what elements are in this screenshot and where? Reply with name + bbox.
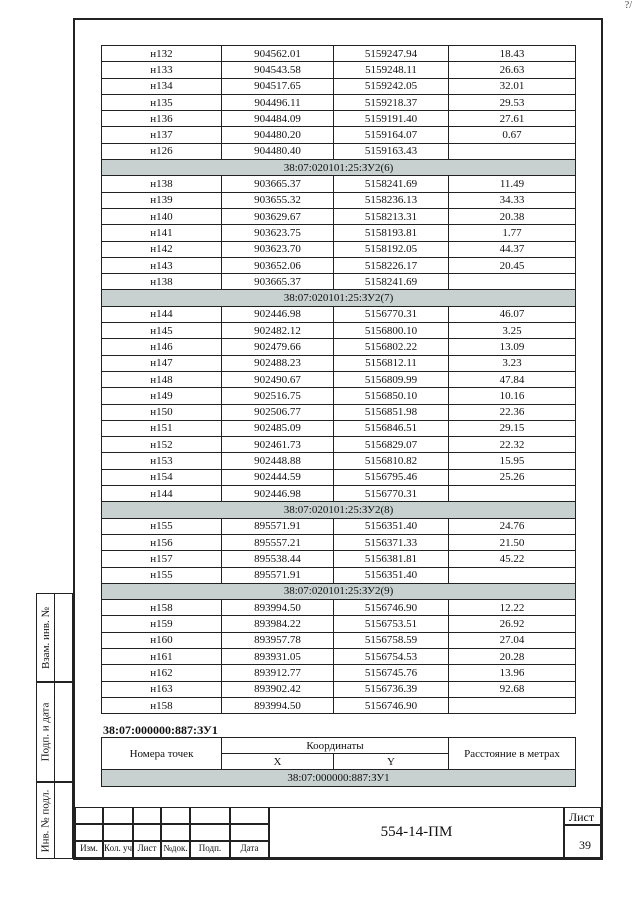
- point-number: н133: [102, 62, 222, 78]
- stamp-izm: Изм.: [75, 841, 103, 858]
- coord-y: 5158192.05: [334, 241, 449, 257]
- header-points: Номера точек: [102, 738, 222, 770]
- coord-x: 902444.59: [222, 469, 334, 485]
- document-code: 554-14-ПМ: [380, 824, 453, 840]
- table-row: [102, 355, 576, 371]
- point-number: н144: [102, 306, 222, 322]
- point-number: н149: [102, 388, 222, 404]
- coord-x: 895571.91: [222, 518, 334, 534]
- coord-y: 5156745.76: [334, 665, 449, 681]
- point-number: н144: [102, 486, 222, 502]
- coord-y: 5156746.90: [334, 697, 449, 713]
- coord-x: 903629.67: [222, 208, 334, 224]
- table-row: [102, 551, 576, 567]
- group-row: [102, 160, 576, 176]
- coord-x: 893957.78: [222, 632, 334, 648]
- distance: 25.26: [449, 469, 576, 485]
- table-row: [102, 648, 576, 664]
- point-number: н142: [102, 241, 222, 257]
- coord-x: 902488.23: [222, 355, 334, 371]
- table-row: [102, 518, 576, 534]
- coord-x: 904484.09: [222, 111, 334, 127]
- table-row: [102, 274, 576, 290]
- point-number: н143: [102, 257, 222, 273]
- point-number: н161: [102, 648, 222, 664]
- coord-y: 5159248.11: [334, 62, 449, 78]
- table-row: [102, 94, 576, 110]
- table-row: [102, 697, 576, 713]
- page-corner-mark: ?/: [624, 0, 632, 11]
- coord-x: 893994.50: [222, 697, 334, 713]
- group-row: [102, 290, 576, 306]
- side-label-podp: Подп. и дата: [39, 702, 52, 762]
- point-number: н159: [102, 616, 222, 632]
- table-row: [102, 46, 576, 62]
- point-number: н155: [102, 567, 222, 583]
- table-row: [102, 143, 576, 159]
- coord-y: 5159191.40: [334, 111, 449, 127]
- coord-y: 5156371.33: [334, 534, 449, 550]
- coord-y: 5158213.31: [334, 208, 449, 224]
- point-number: н163: [102, 681, 222, 697]
- coord-x: 903665.37: [222, 274, 334, 290]
- distance: 29.15: [449, 420, 576, 436]
- header-distance: Расстояние в метрах: [449, 738, 576, 770]
- table-row: [102, 225, 576, 241]
- table-row: [102, 127, 576, 143]
- point-number: н146: [102, 339, 222, 355]
- header-coordinates: Координаты: [222, 738, 449, 754]
- coord-y: 5156846.51: [334, 420, 449, 436]
- group-row: [102, 502, 576, 518]
- coord-x: 893912.77: [222, 665, 334, 681]
- coord-x: 903655.32: [222, 192, 334, 208]
- point-number: н152: [102, 437, 222, 453]
- group-row: [102, 583, 576, 599]
- point-number: н154: [102, 469, 222, 485]
- coord-y: 5156802.22: [334, 339, 449, 355]
- point-number: н153: [102, 453, 222, 469]
- coord-x: 902506.77: [222, 404, 334, 420]
- coord-y: 5156736.39: [334, 681, 449, 697]
- point-number: н145: [102, 323, 222, 339]
- coord-y: 5156795.46: [334, 469, 449, 485]
- coord-y: 5158226.17: [334, 257, 449, 273]
- point-number: н126: [102, 143, 222, 159]
- group-label: 38:07:020101:25:ЗУ2(7): [102, 290, 576, 306]
- distance: 46.07: [449, 306, 576, 322]
- coord-y: 5156850.10: [334, 388, 449, 404]
- table-row: [102, 111, 576, 127]
- group-label: 38:07:020101:25:ЗУ2(8): [102, 502, 576, 518]
- coord-y: 5156770.31: [334, 306, 449, 322]
- table-row: [102, 192, 576, 208]
- table-row: [102, 388, 576, 404]
- sheet-number: 39: [579, 838, 591, 852]
- coord-x: 893984.22: [222, 616, 334, 632]
- coord-y: 5159164.07: [334, 127, 449, 143]
- header-x: X: [222, 754, 334, 770]
- distance: 12.22: [449, 600, 576, 616]
- coord-y: 5156800.10: [334, 323, 449, 339]
- table-row: [102, 534, 576, 550]
- distance: 0.67: [449, 127, 576, 143]
- coord-x: 893994.50: [222, 600, 334, 616]
- distance: [449, 697, 576, 713]
- table-row: [102, 371, 576, 387]
- table-row: [102, 241, 576, 257]
- stamp-list: Лист: [133, 841, 161, 858]
- coord-x: 902461.73: [222, 437, 334, 453]
- coord-y: 5159163.43: [334, 143, 449, 159]
- distance: 47.84: [449, 371, 576, 387]
- sheet-label: Лист: [569, 810, 595, 824]
- coord-y: 5156770.31: [334, 486, 449, 502]
- table-row: [102, 208, 576, 224]
- distance: 44.37: [449, 241, 576, 257]
- coord-y: 5158236.13: [334, 192, 449, 208]
- distance: 29.53: [449, 94, 576, 110]
- distance: 10.16: [449, 388, 576, 404]
- coord-x: 902516.75: [222, 388, 334, 404]
- point-number: н160: [102, 632, 222, 648]
- point-number: н140: [102, 208, 222, 224]
- distance: 26.92: [449, 616, 576, 632]
- coord-x: 903652.06: [222, 257, 334, 273]
- table-row: [102, 681, 576, 697]
- distance: 32.01: [449, 78, 576, 94]
- point-number: н138: [102, 176, 222, 192]
- point-number: н156: [102, 534, 222, 550]
- coord-y: 5156754.53: [334, 648, 449, 664]
- point-number: н150: [102, 404, 222, 420]
- point-number: н157: [102, 551, 222, 567]
- group-row: 38:07:000000:887:ЗУ1: [102, 770, 576, 787]
- coord-y: 5158241.69: [334, 176, 449, 192]
- coord-y: 5159218.37: [334, 94, 449, 110]
- table-row: [102, 339, 576, 355]
- table-row: [102, 665, 576, 681]
- point-number: н137: [102, 127, 222, 143]
- side-block-vzam: [36, 593, 73, 682]
- side-label-inv: Инв. № подл.: [39, 789, 52, 852]
- table-row: [102, 78, 576, 94]
- coord-y: 5158241.69: [334, 274, 449, 290]
- distance: 20.45: [449, 257, 576, 273]
- coord-x: 904517.65: [222, 78, 334, 94]
- side-label-vzam: Взам. инв. №: [39, 606, 52, 669]
- distance: 18.43: [449, 46, 576, 62]
- table-row: [102, 62, 576, 78]
- distance: 3.25: [449, 323, 576, 339]
- stamp-kol: Кол. уч: [103, 841, 133, 858]
- coord-x: 904480.40: [222, 143, 334, 159]
- distance: [449, 143, 576, 159]
- stamp-data: Дата: [230, 841, 269, 858]
- coord-y: 5156851.98: [334, 404, 449, 420]
- table-row: [102, 306, 576, 322]
- coord-y: 5156381.81: [334, 551, 449, 567]
- table-row: [102, 616, 576, 632]
- point-number: н148: [102, 371, 222, 387]
- point-number: н158: [102, 600, 222, 616]
- point-number: н155: [102, 518, 222, 534]
- group-label: 38:07:020101:25:ЗУ2(6): [102, 160, 576, 176]
- coord-x: 895571.91: [222, 567, 334, 583]
- coord-x: 902485.09: [222, 420, 334, 436]
- coord-x: 895538.44: [222, 551, 334, 567]
- coord-x: 902482.12: [222, 323, 334, 339]
- distance: 34.33: [449, 192, 576, 208]
- distance: 26.63: [449, 62, 576, 78]
- coord-x: 902446.98: [222, 306, 334, 322]
- coord-y: 5156758.59: [334, 632, 449, 648]
- coord-x: 904480.20: [222, 127, 334, 143]
- coord-x: 902490.67: [222, 371, 334, 387]
- coord-x: 904496.11: [222, 94, 334, 110]
- point-number: н136: [102, 111, 222, 127]
- table-row: [102, 567, 576, 583]
- table-row: [102, 323, 576, 339]
- coord-y: 5159242.05: [334, 78, 449, 94]
- coord-y: 5156753.51: [334, 616, 449, 632]
- distance: 11.49: [449, 176, 576, 192]
- coord-x: 902479.66: [222, 339, 334, 355]
- distance: 1.77: [449, 225, 576, 241]
- point-number: н135: [102, 94, 222, 110]
- coord-x: 903665.37: [222, 176, 334, 192]
- point-number: н162: [102, 665, 222, 681]
- point-number: н138: [102, 274, 222, 290]
- coord-x: 902446.98: [222, 486, 334, 502]
- side-block-inv: [36, 782, 73, 859]
- table-row: [102, 453, 576, 469]
- distance: 22.36: [449, 404, 576, 420]
- coord-y: 5158193.81: [334, 225, 449, 241]
- distance: 22.32: [449, 437, 576, 453]
- distance: 27.04: [449, 632, 576, 648]
- table-row: [102, 632, 576, 648]
- coord-y: 5156351.40: [334, 518, 449, 534]
- distance: 45.22: [449, 551, 576, 567]
- coord-y: 5159247.94: [334, 46, 449, 62]
- distance: 20.28: [449, 648, 576, 664]
- distance: 15.95: [449, 453, 576, 469]
- table-row: [102, 486, 576, 502]
- distance: 92.68: [449, 681, 576, 697]
- table-row: [102, 257, 576, 273]
- point-number: н147: [102, 355, 222, 371]
- point-number: н132: [102, 46, 222, 62]
- distance: 3.23: [449, 355, 576, 371]
- point-number: н158: [102, 697, 222, 713]
- coord-y: 5156746.90: [334, 600, 449, 616]
- point-number: н139: [102, 192, 222, 208]
- coord-x: 893931.05: [222, 648, 334, 664]
- coord-x: 904543.58: [222, 62, 334, 78]
- group-label: 38:07:020101:25:ЗУ2(9): [102, 583, 576, 599]
- coord-x: 902448.88: [222, 453, 334, 469]
- subsection-title: 38:07:000000:887:ЗУ1: [103, 723, 218, 737]
- table-row: [102, 469, 576, 485]
- distance: 13.09: [449, 339, 576, 355]
- distance: 27.61: [449, 111, 576, 127]
- coord-x: 903623.75: [222, 225, 334, 241]
- table-row: [102, 437, 576, 453]
- point-number: н151: [102, 420, 222, 436]
- header-y: Y: [334, 754, 449, 770]
- coord-y: 5156829.07: [334, 437, 449, 453]
- coord-y: 5156812.11: [334, 355, 449, 371]
- distance: [449, 567, 576, 583]
- distance: [449, 274, 576, 290]
- coord-x: 895557.21: [222, 534, 334, 550]
- coord-x: 893902.42: [222, 681, 334, 697]
- distance: 24.76: [449, 518, 576, 534]
- point-number: н141: [102, 225, 222, 241]
- coordinates-table: [101, 45, 576, 714]
- side-block-podp: [36, 682, 73, 782]
- point-number: н134: [102, 78, 222, 94]
- table-row: [102, 600, 576, 616]
- table-row: [102, 404, 576, 420]
- distance: 21.50: [449, 534, 576, 550]
- stamp-ndok: №док.: [161, 841, 190, 858]
- distance: 20.38: [449, 208, 576, 224]
- distance: 13.96: [449, 665, 576, 681]
- distance: [449, 486, 576, 502]
- coord-y: 5156809.99: [334, 371, 449, 387]
- coord-x: 903623.70: [222, 241, 334, 257]
- coord-y: 5156810.82: [334, 453, 449, 469]
- coord-x: 904562.01: [222, 46, 334, 62]
- stamp-podp: Подп.: [190, 841, 230, 858]
- table-row: [102, 420, 576, 436]
- coord-y: 5156351.40: [334, 567, 449, 583]
- table-row: [102, 176, 576, 192]
- subsection-header-table: [101, 737, 576, 787]
